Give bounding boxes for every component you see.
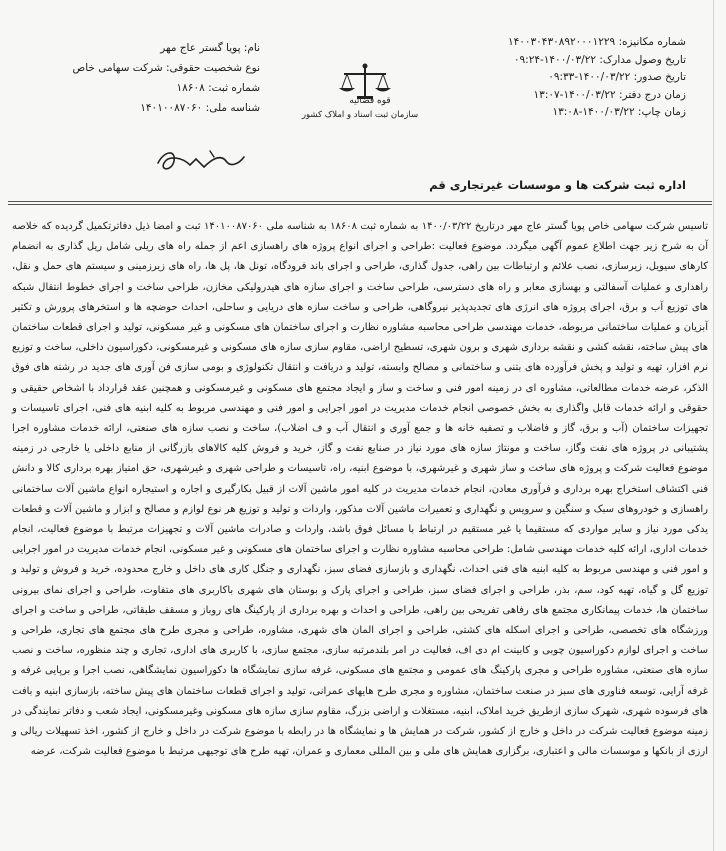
notice-body xyxy=(12,217,708,762)
print-time: زمان چاپ: ۱۴۰۰/۰۳/۲۲-۱۳:۰۸ xyxy=(552,106,686,118)
signature-icon xyxy=(150,143,250,177)
header-divider-double xyxy=(8,204,712,205)
department-title: اداره ثبت شرکت ها و موسسات غیرتجاری قم xyxy=(429,178,686,192)
notice-paragraph: تاسیس شرکت سهامی خاص پویا گستر عاج مهر درتاریخ ۱۴۰۰/۰۳/۲۲ به شماره ثبت ۱۸۶۰۸ به شناسه ملی ۱۴۰۱۰۰۸۷۰۶۰ ثبت و امضا ذیل دفاترتکمیل گردیده که خلاصه آن به شرح زیر جهت اطلاع عموم آگهی میگردد. موضوع فعالیت :طراحی و اجرای انواع پروژه های راهسازی اعم از جمله راه های ریلی شامل ریل گذاری به انضمام کارهای سیویل، زیرسازی، نصب علائم و ارتباطات بین راهی، جدول گذاری، طراحی و اجرای باند فرودگاه، تونل ها، پل ها، راه های زیرزمینی و سیستم های حمل و نقل، راهداری و عملیات آسفالتی و بهسازی معابر و راه های دسترسی، طراحی ساخت و اجرای سازه های هیدرولیکی مخازن، طراحی ساخت و اجرای خطوط انتقال شبکه های توزیع آب و برق، اجرای پروژه های انرژی های تجدیدپذیر نیروگاهی، طراحی و ساخت سازه های دریایی و ساحلی، احداث حوضچه ها و استخرهای پرورش و تکثیر آبزیان و عملیات ساختمانی مربوطه، خدمات مهندسی طراحی محاسبه مشاوره نظارت و اجرای ساختمان های مسکونی و غیر مسکونی، تولید و اجرای قطعات ساختمان های پیش ساخته، نقشه کشی و نقشه برداری شهری و برون شهری، تسطیح اراضی، مقاوم سازی سازه های مسکونی و غیرمسکونی، دکوراسیون داخلی، ساخت و توزیع نرم افزار، تهیه و تولید و پخش فرآورده های بتنی و ساختمانی و مصالح وابسته، تولید و دریافت و انتقال تکنولوژی و بومی سازی فن آوری های جدید در رشته های فوق الذکر، عرضه خدمات مطالعاتی، مشاوره ای در زمینه امور فنی و ساخت و ساز و ایجاد مجتمع های مسکونی و غیرمسکونی و همچنین عقد قرارداد با اشخاص حقیقی و حقوقی و ارائه خدمات قابل واگذاری به بخش خصوصی انجام خدمات مدیریت در امور اجرایی و امور فنی و مهندسی مربوط به کلیه ابنیه های فنی، اجرای تاسیسات و تجهیزات ساختمان (آب و برق، گاز و فاضلاب و تصفیه خانه ها و جمع آوری و انتقال آب و ف اضلاب)، ساخت و نصب سازه های صنعتی، ارائه خدمات مشاوره اجرا پشتیبانی در پروژه های نفت وگاز، ساخت و مونتاژ سازه های مورد نیاز در صنایع نفت و گاز، خرید و فروش کلیه کالاهای بازرگانی از منابع داخلی یا خارجی در زمینه موضوع فعالیت شرکت و پروژه های ساخت و ساز شهری و غیرشهری، با موضوع ابنیه، راه، تاسیسات و طراحی شهری و غیرشهری، حق امتیاز بهره برداری کالا و دانش فنی اکتشاف استخراج بهره برداری و فرآوری معادن، انجام خدمات مدیریت در کلیه امور ماشین آلات از قبیل بکارگیری و اجاره و استیجاره انواع ماشین آلات ساختمانی راهسازی و خودروهای سبک و سنگین و سرویس و نگهداری و تعمیرات ماشین آلات مذکور، واردات و تولید و توزیع هر نوع لوازم و مصالح و ابزار و ماشین آلات و قطعات یدکی مورد نیاز و سایر مواردی که مستقیما یا غیر مستقیم در ارتباط با مسائل فوق باشد، واردات و صادرات ماشین آلات و تجهیزات مرتبط با موضوع فعالیت، انجام خدمات اداری، ارائه کلیه خدمات مهندسی شامل: طراحی محاسبه مشاوره نظارت و اجرای ساختمان های مسکونی و غیر مسکونی، انجام خدمات مدیریت در امور اجرایی و امور فنی و مهندسی مربوط به کلیه ابنیه های فنی احداث، نگهداری و بازسازی فضای سبز، نگهداری و جنگل کاری های داخل و خارج محدوده، خرید و فروش و تولید و توزیع گل و گیاه، تهیه کود، سم، بذر، طراحی و اجرای فضای سبز، طراحی و اجرای پارک و بوستان های شهری باکاربری های متفاوت، طراحی و اجرای نمای بیرونی ساختمان ها، خدمات پیمانکاری مجتمع های رفاهی تفریحی بین راهی، طراحی و احداث و بهره برداری از پارکینگ های روباز و مسقف طبقاتی، طراحی و ساخت و اجرای ورزشگاه های تخصصی، طراحی و اجرای اسکله های کشتی، طراحی و اجرای المان های شهری، مشاوره، طراحی و مجری طرح های مجتمع های تجاری، طراحی و ساخت و اجرای لوازم دکوراسیون چوبی و کابینت ام دی اف، فعالیت در امر بلندمرتبه سازی، مجتمع سازی، با کاربری های اداری، تجاری و چند منظوره، ساخت و نصب سازه های صنعتی، مشاوره طراحی و مجری پارکینگ های عمومی و مجتمع های مسکونی، غرفه سازی نمایشگاه ها دکوراسیون نمایشگاهی، نصب اجرا و برپایی غرفه و غرفه آرایی، توسعه فناوری های سبز در صنعت ساختمان، مشاوره و مجری طرح هایهای عمرانی، تولید و اجرای قطعات ساختمان های پیش ساخته، بازسازی ابنیه و بافت های فرسوده شهری، شهرک سازی ازطریق خرید املاک، ابنیه، مستغلات و اراضی بزرگ، مقاوم سازی سازه های مسکونی وغیرمسکونی، ایجاد شعب و دفاتر نمایندگی در زمینه موضوع فعالیت شرکت در داخل و خارج از کشور، شرکت در همایش ها و نمایشگاه ها در رابطه با موضوع شرکت در داخل و خارج از کشور، اخذ تسهیلات ریالی و ارزی از بانکها و موسسات مالی و اعتباری، برگزاری همایش های ملی و بین المللی معماری و عمران، تهیه طرح های توجیهی مرتبط با موضوع فعالیت شرکت، عرضه xyxy=(12,221,709,758)
emblem-caption-organization: سازمان ثبت اسناد و املاک کشور xyxy=(301,110,419,120)
issue-date: تاریخ صدور: ۱۴۰۰/۰۳/۲۲-۰۹:۳۳ xyxy=(548,71,686,83)
national-id: شناسه ملی: ۱۴۰۱۰۰۸۷۰۶۰ xyxy=(140,102,260,114)
header-metadata xyxy=(436,34,686,122)
company-info xyxy=(40,38,260,118)
letter-number: شماره مکانیزه: ۱۴۰۰۳۰۴۳۰۸۹۲۰۰۰۱۲۲۹ xyxy=(507,36,686,48)
entity-type: نوع شخصیت حقوقی: شرکت سهامی خاص xyxy=(72,62,260,74)
emblem-caption-judiciary: قوه قضائیه xyxy=(349,96,391,106)
page-margin-line xyxy=(713,0,714,851)
header-divider xyxy=(8,201,712,202)
company-name: نام: پویا گستر عاج مهر xyxy=(160,42,260,54)
doc-received-date: تاریخ وصول مدارک: ۱۴۰۰/۰۳/۲۲-۰۹:۲۴ xyxy=(513,53,686,66)
registration-number: شماره ثبت: ۱۸۶۰۸ xyxy=(176,82,260,94)
register-time: زمان درج دفتر: ۱۴۰۰/۰۳/۲۲-۱۳:۰۷ xyxy=(533,88,686,101)
